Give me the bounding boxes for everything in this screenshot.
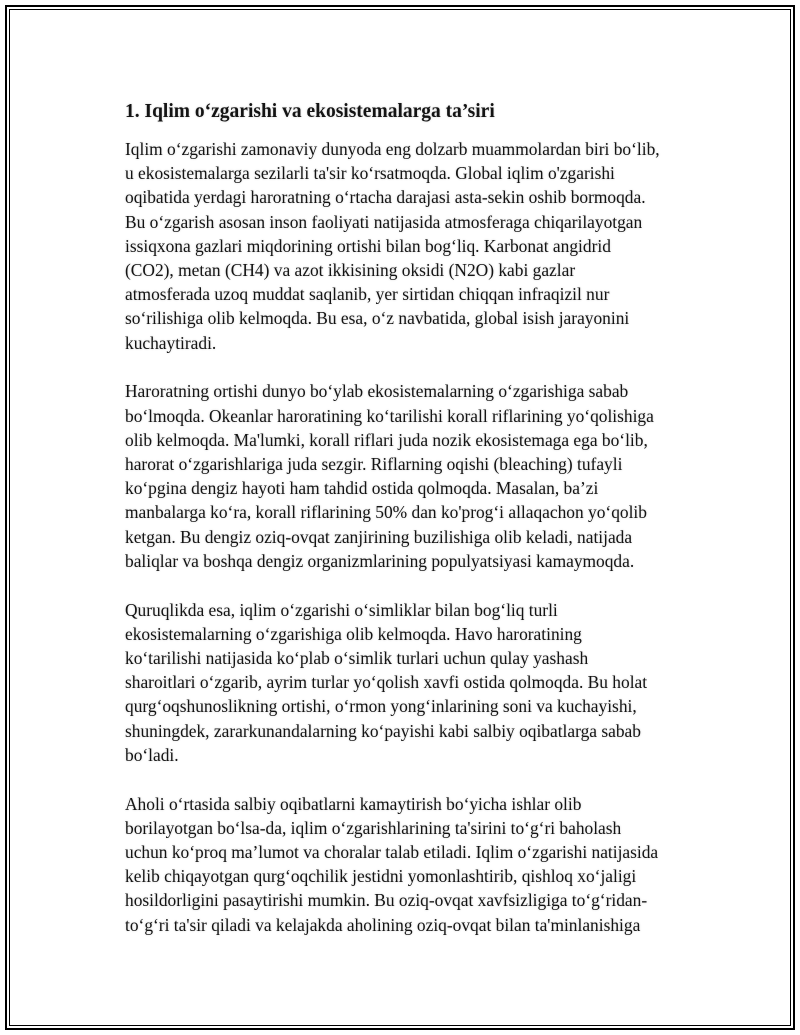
- paragraph-1: [125, 137, 700, 355]
- text-line: manbalarga ko‘ra, korall riflarining 50% dan ko'prog‘i allaqachon yo‘qolib: [125, 502, 647, 523]
- text-line: qurg‘oqshunoslikning ortishi, o‘rmon yong‘inlarining soni va kuchayishi,: [125, 696, 637, 717]
- text-line: so‘rilishiga olib kelmoqda. Bu esa, o‘z navbatida, global isish jarayonini: [125, 308, 630, 329]
- text-line: ko‘tarilishi natijasida ko‘plab o‘simlik turlari uchun qulay yashash: [125, 648, 589, 669]
- page-frame: [5, 5, 795, 1030]
- text-line: uchun ko‘proq ma’lumot va choralar talab etiladi. Iqlim o‘zgarishi natijasida: [125, 842, 659, 863]
- text-line: u ekosistemalarga sezilarli ta'sir ko‘rsatmoqda. Global iqlim o'zgarishi: [125, 163, 615, 184]
- text-line: Haroratning ortishi dunyo bo‘ylab ekosistemalarning o‘zgarishiga sabab: [125, 381, 629, 402]
- text-line: baliqlar va boshqa dengiz organizmlarining populyatsiyasi kamaymoqda.: [125, 550, 635, 571]
- text-line: atmosferada uzoq muddat saqlanib, yer sirtidan chiqqan infraqizil nur: [125, 284, 610, 305]
- text-line: (CO2), metan (CH4) va azot ikkisining oksidi (N2O) kabi gazlar: [125, 260, 576, 281]
- text-line: oqibatida yerdagi haroratning o‘rtacha darajasi asta-sekin oshib bormoqda.: [125, 187, 646, 208]
- section-heading: 1. Iqlim o‘zgarishi va ekosistemalarga ta’siri: [125, 101, 495, 122]
- text-line: hosildorligini pasaytirishi mumkin. Bu oziq-ovqat xavfsizligiga to‘g‘ridan-: [125, 890, 648, 911]
- text-line: Aholi o‘rtasida salbiy oqibatlarni kamaytirish bo‘yicha ishlar olib: [125, 793, 582, 814]
- text-line: bo‘ladi.: [125, 744, 179, 765]
- text-line: kuchaytiradi.: [125, 332, 217, 353]
- text-line: ko‘pgina dengiz hayoti ham tahdid ostida qolmoqda. Masalan, ba’zi: [125, 478, 599, 499]
- paragraph-4: [125, 792, 700, 937]
- text-line: olib kelmoqda. Ma'lumki, korall riflari juda nozik ekosistemaga ega bo‘lib,: [125, 429, 648, 450]
- text-line: Quruqlikda esa, iqlim o‘zgarishi o‘simliklar bilan bog‘liq turli: [125, 599, 558, 620]
- paragraph-3: [125, 598, 700, 767]
- text-line: Bu o‘zgarish asosan inson faoliyati natijasida atmosferaga chiqarilayotgan: [125, 211, 643, 232]
- text-line: bo‘lmoqda. Okeanlar haroratining ko‘tarilishi korall riflarining yo‘qolishiga: [125, 405, 654, 426]
- text-line: kelib chiqayotgan qurg‘oqchilik jestidni yomonlashtirib, qishloq xo‘jaligi: [125, 866, 637, 887]
- text-line: ekosistemalarning o‘zgarishiga olib kelmoqda. Havo haroratining: [125, 623, 582, 644]
- document-body: [125, 99, 700, 961]
- text-line: harorat o‘zgarishlariga juda sezgir. Riflarning oqishi (bleaching) tufayli: [125, 454, 623, 475]
- text-line: to‘g‘ri ta'sir qiladi va kelajakda aholining oziq-ovqat bilan ta'minlanishiga: [125, 914, 641, 935]
- paragraph-2: [125, 379, 700, 573]
- text-line: sharoitlari o‘zgarib, ayrim turlar yo‘qolish xavfi ostida qolmoqda. Bu holat: [125, 672, 648, 693]
- text-line: issiqxona gazlari miqdorining ortishi bilan bog‘liq. Karbonat angidrid: [125, 235, 611, 256]
- text-line: borilayotgan bo‘lsa-da, iqlim o‘zgarishlarining ta'sirini to‘g‘ri baholash: [125, 817, 622, 838]
- text-line: ketgan. Bu dengiz oziq-ovqat zanjirining buzilishiga olib keladi, natijada: [125, 526, 633, 547]
- text-line: shuningdek, zararkunandalarning ko‘payishi kabi salbiy oqibatlarga sabab: [125, 720, 641, 741]
- text-line: Iqlim o‘zgarishi zamonaviy dunyoda eng dolzarb muammolardan biri bo‘lib,: [125, 139, 660, 159]
